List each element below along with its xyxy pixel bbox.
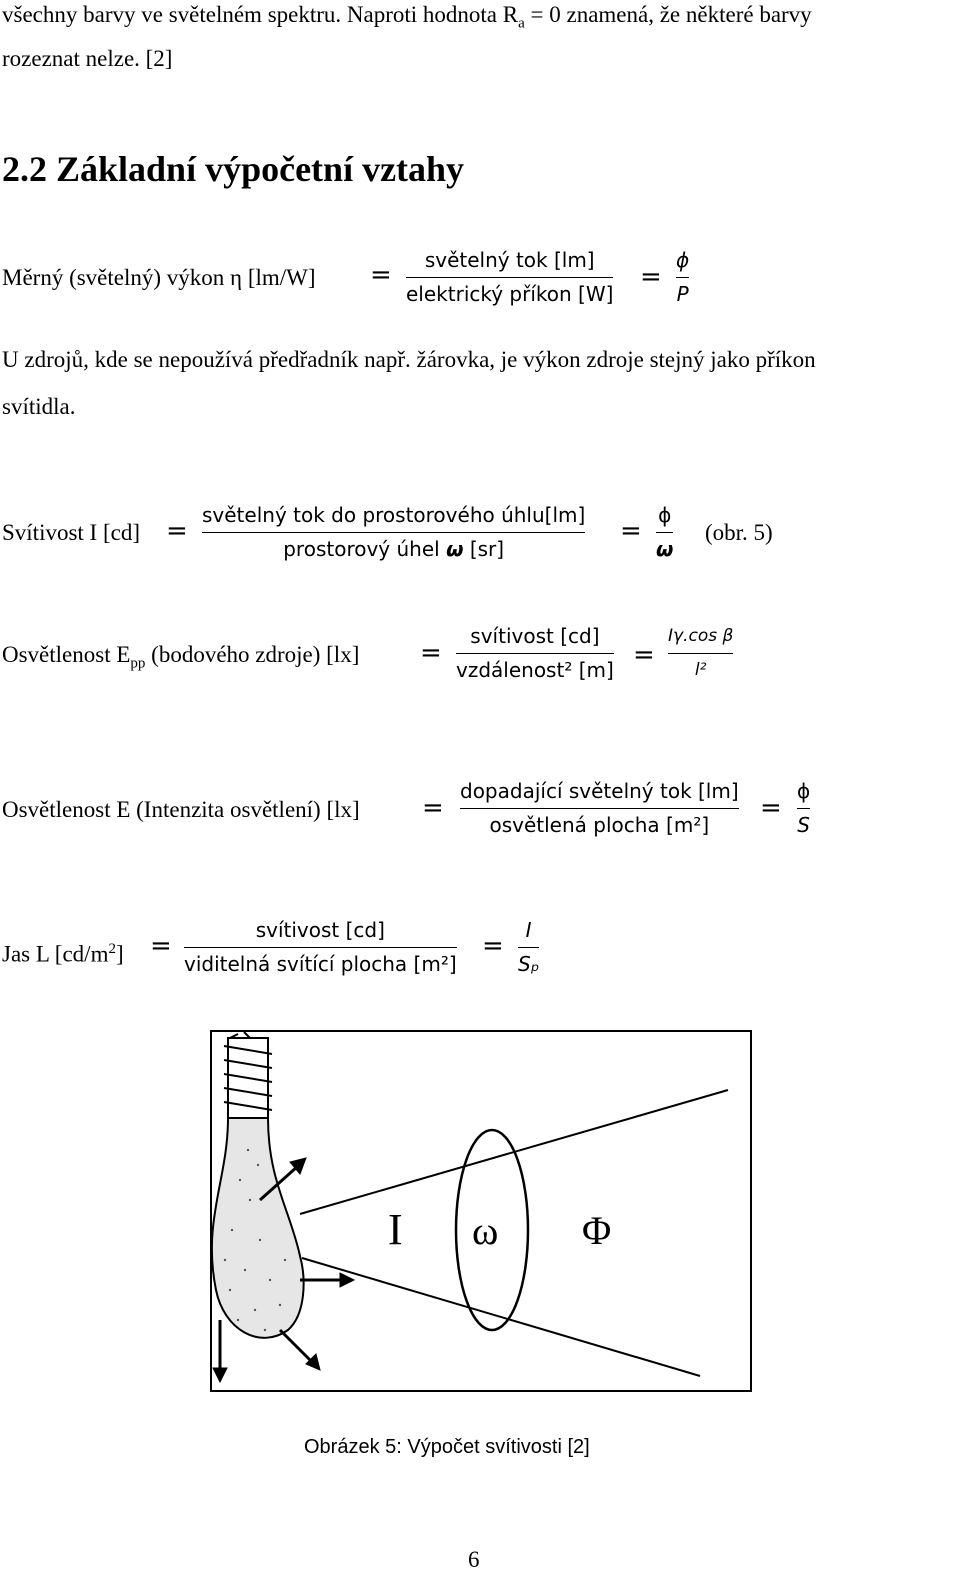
fraction-denominator: osvětlená plocha [m²] — [489, 813, 710, 837]
lhs-superscript: 2 — [108, 941, 116, 957]
intro-subscript: a — [518, 15, 525, 32]
intro-line-2: rozeznat nelze. [2] — [2, 46, 173, 71]
fraction-numerator: Iγ.cos β — [668, 626, 734, 646]
lhs-text: Jas L [cd/m — [2, 941, 109, 967]
fraction-bar — [406, 277, 613, 278]
denominator-unit: [sr] — [463, 537, 505, 561]
intensity-fraction-symbolic — [656, 501, 673, 563]
fraction-bar — [518, 947, 539, 948]
fraction-numerator: svítivost [cd] — [255, 918, 385, 942]
equals-sign: = — [150, 931, 172, 961]
fraction-denominator: elektrický příkon [W] — [406, 282, 614, 306]
point-illuminance-fraction-symbolic — [668, 622, 733, 684]
figure-caption: Obrázek 5: Výpočet svítivosti [2] — [304, 1436, 590, 1458]
fraction-numerator: ϕ — [658, 503, 672, 527]
fraction-numerator: světelný tok [lm] — [424, 248, 595, 272]
fraction-numerator: dopadající světelný tok [lm] — [460, 779, 739, 803]
lamp-cap-icon — [224, 1032, 272, 1118]
denominator-text: prostorový úhel — [283, 537, 447, 561]
fraction-numerator: I — [525, 918, 532, 942]
illuminance-lhs: Osvětlenost E (Intenzita osvětlení) [lx] — [2, 797, 360, 822]
equals-sign: = — [166, 516, 188, 546]
equals-sign: = — [633, 640, 655, 670]
fraction-denominator: P — [676, 282, 689, 306]
fraction-numerator: ϕ — [797, 779, 811, 803]
luminance-fraction-symbolic — [518, 916, 539, 978]
intro-line-1 — [2, 0, 812, 39]
equals-sign: = — [422, 793, 444, 823]
fraction-numerator: světelný tok do prostorového úhlu[lm] — [202, 503, 586, 527]
intro-text: všechny barvy ve světelném spektru. Naproti hodnota R — [2, 2, 519, 27]
fraction-numerator: ϕ — [676, 248, 690, 272]
efficacy-fraction — [406, 246, 613, 308]
note-line-1: U zdrojů, kde se nepoužívá předřadník např. žárovka, je výkon zdroje stejný jako příkon — [2, 347, 816, 372]
label-omega: ω — [472, 1208, 499, 1253]
page-number: 6 — [468, 1547, 480, 1572]
equals-sign: = — [420, 638, 442, 668]
lhs-text-end: ] — [115, 941, 124, 967]
luminous-intensity-figure — [210, 1030, 752, 1392]
fraction-bar — [676, 277, 689, 278]
fraction-denominator: l² — [694, 660, 707, 680]
fraction-denominator: Sₚ — [518, 952, 540, 976]
intro-text-end: = 0 znamená, že některé barvy — [524, 2, 812, 27]
fraction-bar — [456, 653, 614, 654]
efficacy-fraction-symbolic — [676, 246, 689, 308]
fraction-bar — [797, 808, 810, 809]
section-heading: 2.2 Základní výpočetní vztahy — [2, 149, 465, 189]
luminance-lhs — [2, 934, 124, 970]
label-phi: Φ — [582, 1208, 612, 1253]
fraction-numerator: svítivost [cd] — [470, 624, 600, 648]
fraction-bar — [656, 532, 673, 533]
equals-sign: = — [370, 260, 392, 290]
point-illuminance-lhs — [2, 640, 359, 679]
fraction-bar — [668, 653, 733, 654]
note-line-2: svítidla. — [2, 394, 76, 419]
point-illuminance-fraction — [456, 622, 614, 684]
illuminance-fraction — [460, 777, 739, 839]
fraction-denominator: ω — [656, 537, 674, 561]
fraction-denominator: S — [797, 813, 810, 837]
fraction-denominator: viditelná svítící plocha [m²] — [184, 952, 457, 976]
fraction-bar — [460, 808, 739, 809]
intensity-lhs: Svítivost I [cd] — [2, 520, 140, 545]
label-I: I — [388, 1205, 403, 1254]
intensity-fraction — [202, 501, 585, 563]
equals-sign: = — [760, 793, 782, 823]
equals-sign: = — [620, 516, 642, 546]
equals-sign: = — [482, 931, 504, 961]
lhs-text: Osvětlenost E — [2, 642, 131, 667]
fraction-denominator: vzdálenost² [m] — [456, 658, 614, 682]
figure-reference: (obr. 5) — [705, 520, 773, 545]
fraction-denominator — [283, 535, 504, 563]
fraction-bar — [202, 532, 585, 533]
omega-symbol: ω — [446, 537, 464, 561]
equals-sign: = — [640, 262, 662, 292]
fraction-bar — [184, 947, 457, 948]
efficacy-lhs: Měrný (světelný) výkon η [lm/W] — [2, 265, 316, 290]
lhs-subscript: pp — [130, 655, 146, 672]
lhs-text-end: (bodového zdroje) [lx] — [145, 642, 360, 667]
illuminance-fraction-symbolic — [797, 777, 810, 839]
luminance-fraction — [184, 916, 457, 978]
